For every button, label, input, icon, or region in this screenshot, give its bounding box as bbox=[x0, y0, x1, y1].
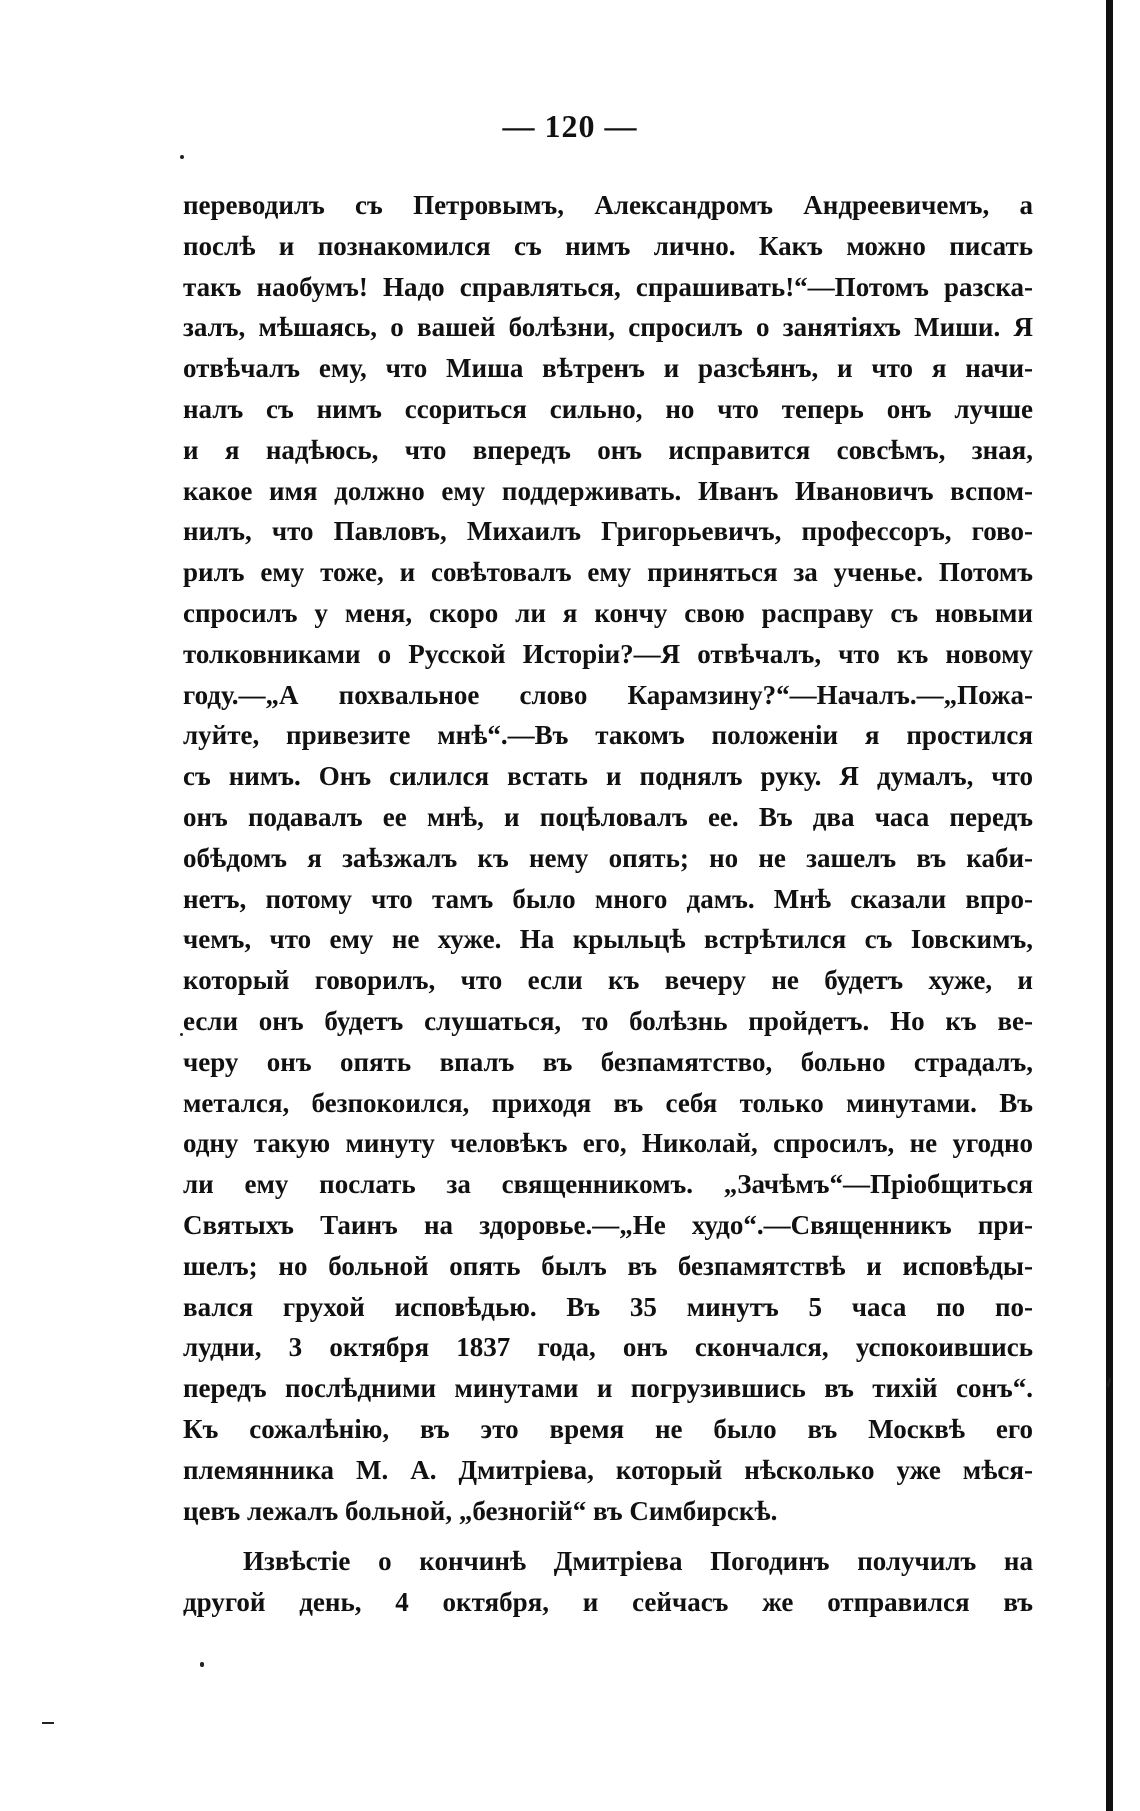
scan-speck bbox=[180, 1033, 183, 1036]
scan-speck bbox=[42, 1722, 54, 1724]
text-line: онъ подавалъ ее мнѣ, и поцѣловалъ ее. Въ два часа передъ bbox=[183, 801, 1033, 832]
text-line: обѣдомъ я заѣзжалъ къ нему опять; но не зашелъ въ каби- bbox=[183, 842, 1033, 873]
text-line: нетъ, потому что тамъ было много дамъ. Мнѣ сказали впро- bbox=[183, 883, 1033, 914]
text-line: вался грухой исповѣдью. Въ 35 минутъ 5 часа по по- bbox=[183, 1291, 1033, 1322]
text-line: залъ, мѣшаясь, о вашей болѣзни, спросилъ о занятіяхъ Миши. Я bbox=[183, 312, 1033, 343]
text-line: такъ наобумъ! Надо справляться, спрашивать!“—Потомъ разска- bbox=[183, 271, 1033, 302]
text-line: нилъ, что Павловъ, Михаилъ Григорьевичъ, профессоръ, гово- bbox=[183, 516, 1033, 547]
text-line: толковниками о Русской Исторіи?—Я отвѣчалъ, что къ новому bbox=[183, 638, 1033, 669]
text-line: лудни, 3 октября 1837 года, онъ скончался, успокоившись bbox=[183, 1332, 1033, 1363]
scan-speck bbox=[180, 155, 184, 159]
scan-speck bbox=[200, 1662, 204, 1667]
text-line: метался, безпокоился, приходя въ себя только минутами. Въ bbox=[183, 1087, 1033, 1118]
text-line: племянника М. А. Дмитріева, который нѣсколько уже мѣся- bbox=[183, 1454, 1033, 1485]
text-line: Къ сожалѣнію, въ это время не было въ Москвѣ его bbox=[183, 1413, 1033, 1444]
text-line: передъ послѣдними минутами и погрузившись въ тихій сонъ“. bbox=[183, 1373, 1033, 1404]
text-line: чемъ, что ему не хуже. На крыльцѣ встрѣтился съ Іовскимъ, bbox=[183, 924, 1033, 955]
page-number: — 120 — bbox=[502, 108, 638, 144]
text-line: и я надѣюсь, что впередъ онъ исправится совсѣмъ, зная, bbox=[183, 434, 1033, 465]
text-line: отвѣчалъ ему, что Миша вѣтренъ и разсѣянъ, и что я начи- bbox=[183, 353, 1033, 384]
text-line: какое имя должно ему поддерживать. Иванъ Ивановичъ вспом- bbox=[183, 475, 1033, 506]
text-line: переводилъ съ Петровымъ, Александромъ Андреевичемъ, а bbox=[183, 190, 1033, 220]
body-text bbox=[183, 185, 1033, 1623]
text-line: цевъ лежалъ больной, „безногій“ въ Симбирскѣ. bbox=[183, 1495, 778, 1526]
text-line: спросилъ у меня, скоро ли я кончу свою расправу съ новыми bbox=[183, 597, 1033, 628]
text-line: шелъ; но больной опять былъ въ безпамятствѣ и исповѣды- bbox=[183, 1250, 1033, 1281]
page-edge bbox=[1106, 0, 1113, 1811]
text-line: черу онъ опять впалъ въ безпамятство, больно страдалъ, bbox=[183, 1046, 1033, 1077]
text-line: налъ съ нимъ ссориться сильно, но что теперь онъ лучше bbox=[183, 393, 1033, 424]
text-line: съ нимъ. Онъ силился встать и поднялъ руку. Я думалъ, что bbox=[183, 761, 1033, 792]
text-line: который говорилъ, что если къ вечеру не будетъ хуже, и bbox=[183, 965, 1033, 996]
text-line: году.—„А похвальное слово Карамзину?“—Началъ.—„Пожа- bbox=[183, 679, 1033, 710]
text-line: послѣ и познакомился съ нимъ лично. Какъ можно писать bbox=[183, 230, 1033, 261]
text-line: рилъ ему тоже, и совѣтовалъ ему приняться за ученье. Потомъ bbox=[183, 557, 1033, 588]
text-line: луйте, привезите мнѣ“.—Въ такомъ положеніи я простился bbox=[183, 720, 1033, 751]
text-line: другой день, 4 октября, и сейчасъ же отправился въ bbox=[183, 1587, 1033, 1618]
text-line: Извѣстіе о кончинѣ Дмитріева Погодинъ получилъ на bbox=[243, 1546, 1033, 1577]
text-line: одну такую минуту человѣкъ его, Николай, спросилъ, не угодно bbox=[183, 1128, 1033, 1159]
paragraph-gap bbox=[183, 1531, 1033, 1541]
text-line: Святыхъ Таинъ на здоровье.—„Не худо“.—Священникъ при- bbox=[183, 1209, 1033, 1240]
text-line: если онъ будетъ слушаться, то болѣзнь пройдетъ. Но къ ве- bbox=[183, 1005, 1033, 1036]
text-line: ли ему послать за священникомъ. „Зачѣмъ“—Пріобщиться bbox=[183, 1169, 1033, 1200]
